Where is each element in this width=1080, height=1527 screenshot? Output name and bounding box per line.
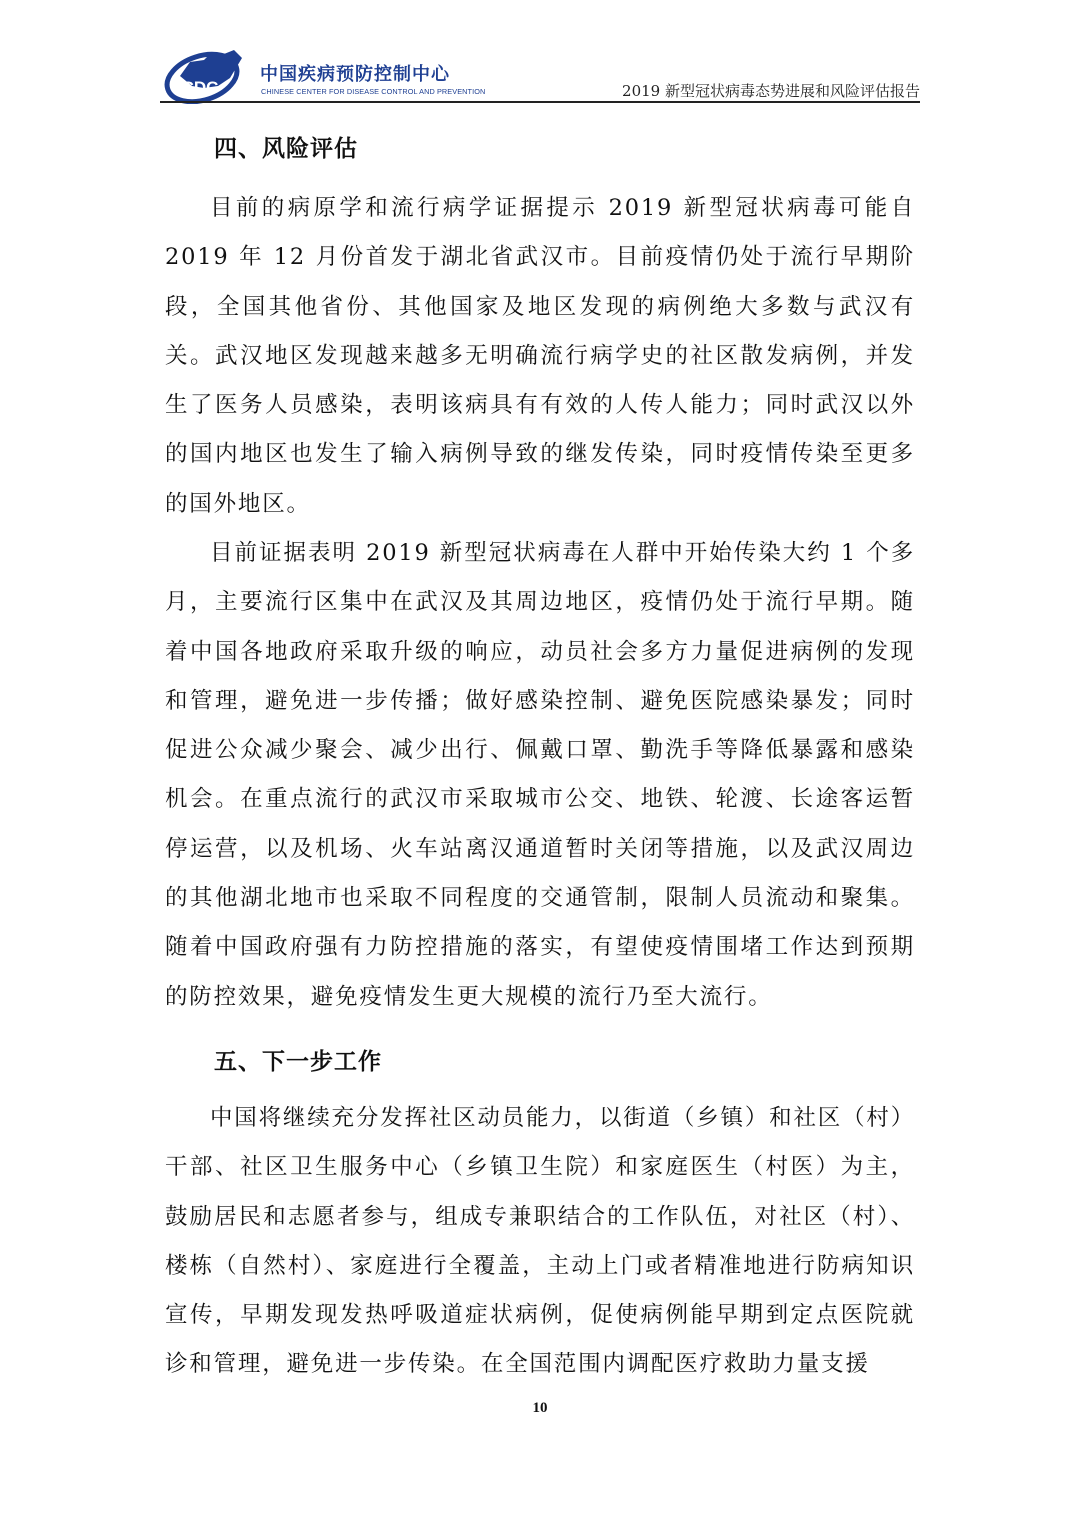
logo-text: CDC	[181, 78, 219, 97]
org-name-cn: 中国疾病预防控制中心	[260, 64, 450, 85]
section-heading-risk-assessment: 四、风险评估	[214, 136, 358, 162]
cdc-logo	[160, 38, 256, 104]
paragraph-next-1: 中国将继续充分发挥社区动员能力，以街道（乡镇）和社区（村）干部、社区卫生服务中心（乡镇卫生院）和家庭医生（村医）为主，鼓励居民和志愿者参与，组成专兼职结合的工作队伍，对社区（村）、楼栋（自然村）、家庭进行全覆盖，主动上门或者精准地进行防病知识宣传，早期发现发热呼吸道症状病例，促使病例能早期到定点医院就诊和管理，避免进一步传染。在全国范围内调配医疗救助力量支援	[165, 1105, 915, 1378]
page-number: 10	[532, 1400, 548, 1416]
header-divider	[160, 101, 920, 103]
paragraph-risk-2: 目前证据表明 2019 新型冠状病毒在人群中开始传染大约 1 个多月，主要流行区集中在武汉及其周边地区，疫情仍处于流行早期。随着中国各地政府采取升级的响应，动员社会多方力量促进病例的发现和管理，避免进一步传播；做好感染控制、避免医院感染暴发；同时促进公众减少聚会、减少出行、佩戴口罩、勤洗手等降低暴露和感染机会。在重点流行的武汉市采取城市公交、地铁、轮渡、长途客运暂停运营，以及机场、火车站离汉通道暂时关闭等措施，以及武汉周边的其他湖北地市也采取不同程度的交通管制，限制人员流动和聚集。随着中国政府强有力防控措施的落实，有望使疫情围堵工作达到预期的防控效果，避免疫情发生更大规模的流行乃至大流行。	[165, 540, 915, 1010]
paragraph-risk-1: 目前的病原学和流行病学证据提示 2019 新型冠状病毒可能自 2019 年 12 月份首发于湖北省武汉市。目前疫情仍处于流行早期阶段，全国其他省份、其他国家及地区发现的病例绝大多数与武汉有关。武汉地区发现越来越多无明确流行病学史的社区散发病例，并发生了医务人员感染，表明该病具有有效的人传人能力；同时武汉以外的国内地区也发生了输入病例导致的继发传染，同时疫情传染至更多的国外地区。	[165, 195, 915, 517]
report-title: 2019 新型冠状病毒态势进展和风险评估报告	[622, 82, 920, 100]
org-name-en: CHINESE CENTER FOR DISEASE CONTROL AND PREVENTION	[261, 87, 486, 96]
page-header	[160, 38, 920, 104]
section-heading-next-steps: 五、下一步工作	[214, 1049, 382, 1075]
